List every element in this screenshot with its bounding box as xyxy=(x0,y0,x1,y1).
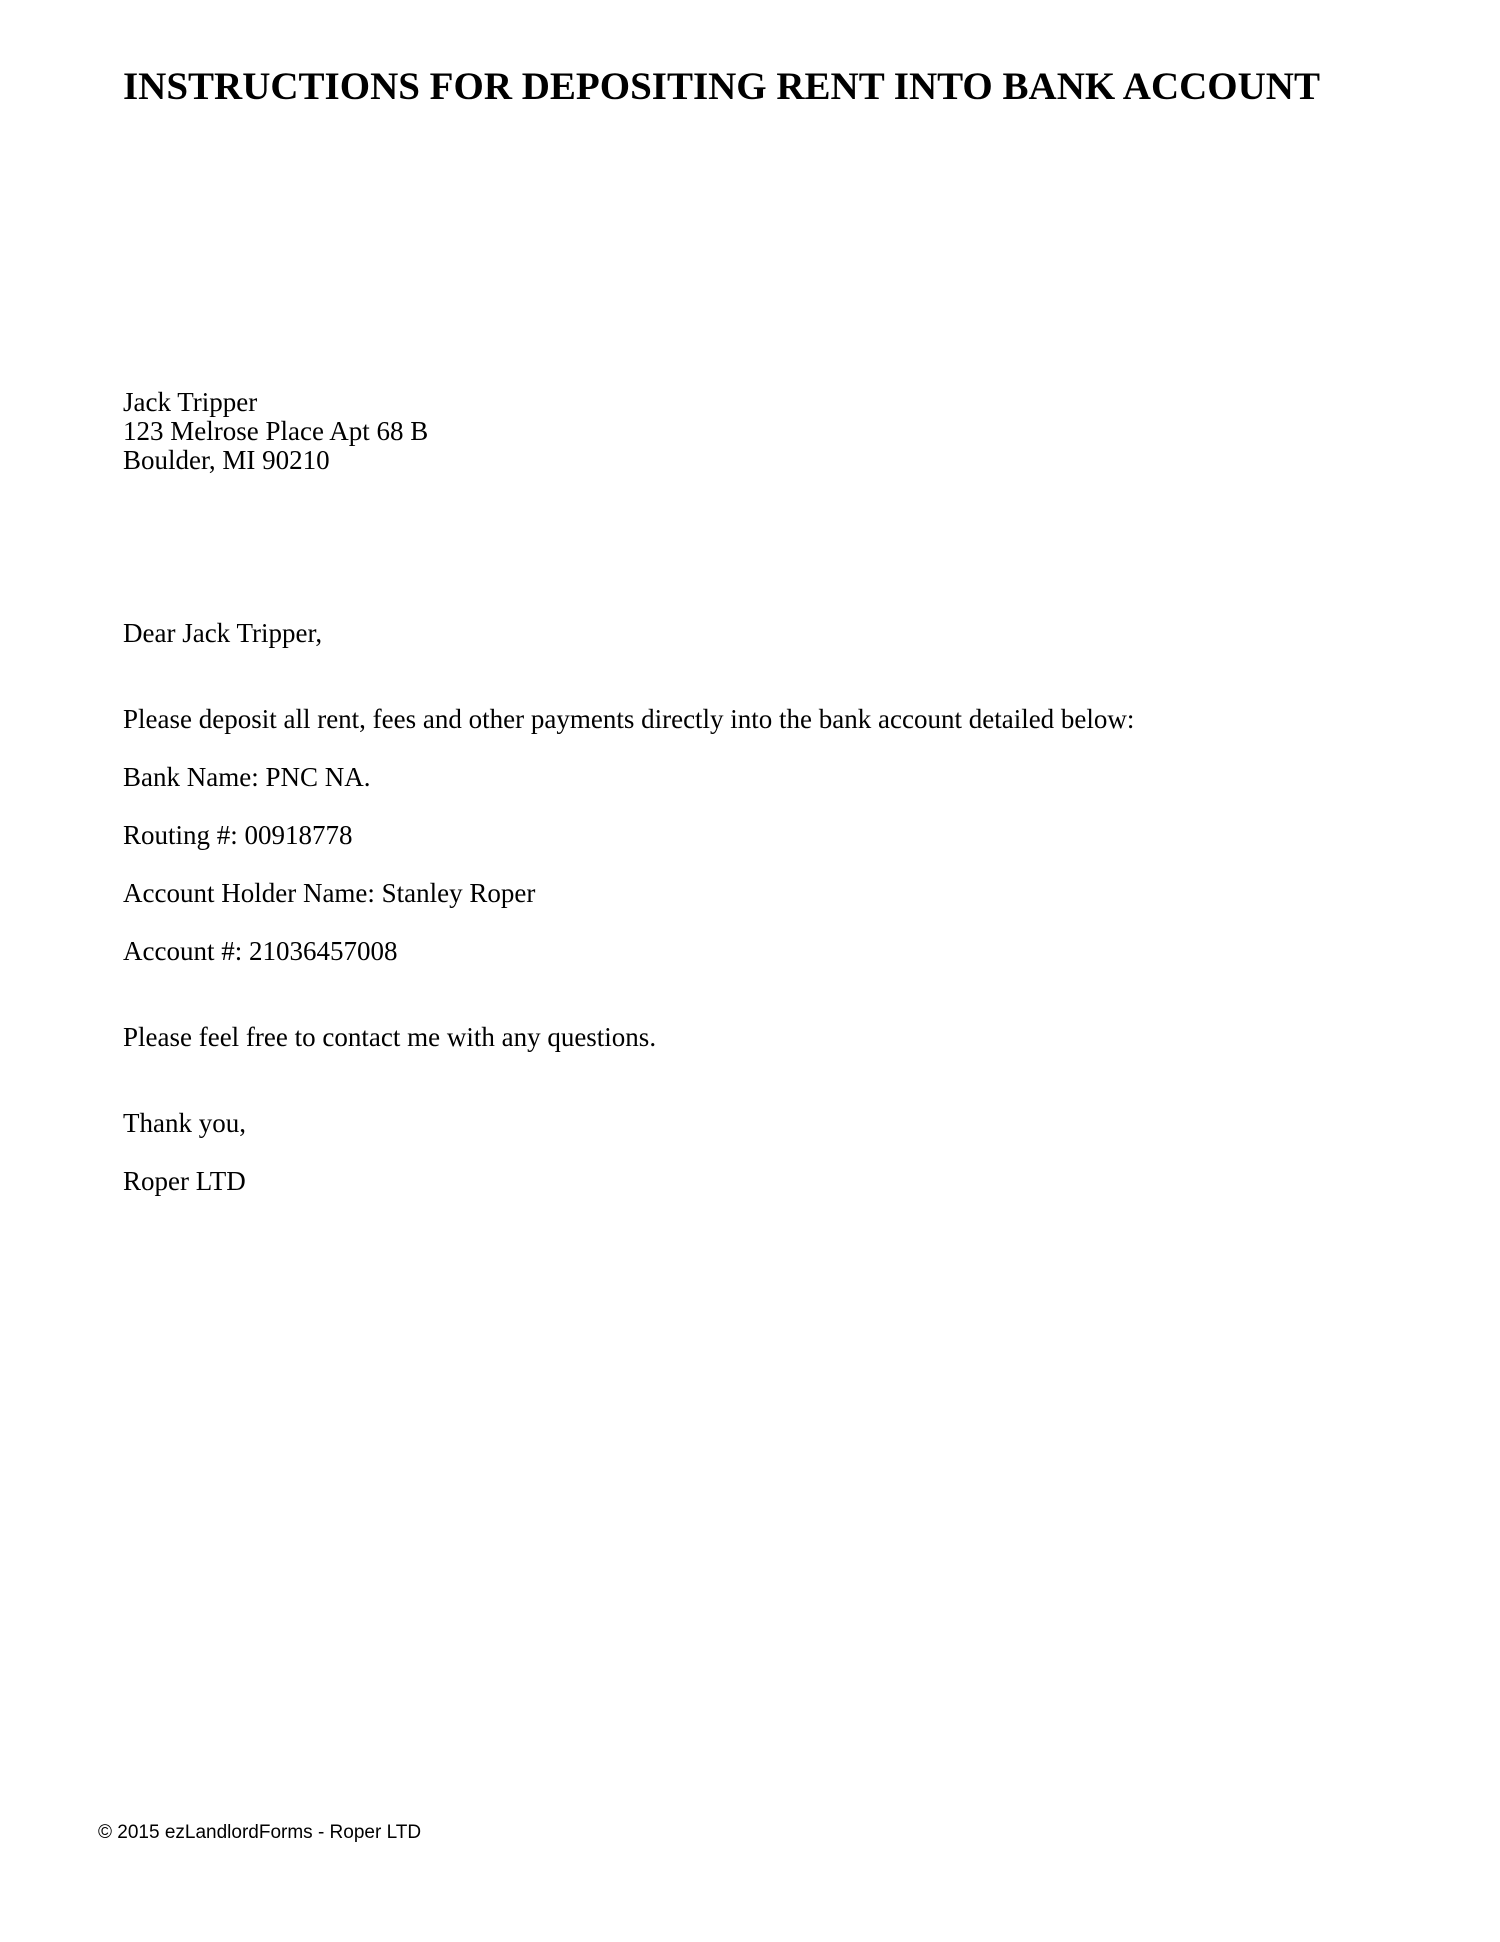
recipient-address-block xyxy=(123,388,428,475)
intro-paragraph: Please deposit all rent, fees and other payments directly into the bank account detailed below: xyxy=(123,704,1135,734)
closing: Thank you, xyxy=(123,1108,246,1138)
bank-name: Bank Name: PNC NA. xyxy=(123,762,371,792)
account-holder-name: Account Holder Name: Stanley Roper xyxy=(123,878,536,908)
salutation: Dear Jack Tripper, xyxy=(123,618,323,648)
routing-number: Routing #: 00918778 xyxy=(123,820,353,850)
recipient-address-line2: Boulder, MI 90210 xyxy=(123,445,330,475)
recipient-address-line1: 123 Melrose Place Apt 68 B xyxy=(123,416,429,446)
document-title: INSTRUCTIONS FOR DEPOSITING RENT INTO BANK ACCOUNT xyxy=(123,65,1320,108)
account-number: Account #: 21036457008 xyxy=(123,936,398,966)
signature: Roper LTD xyxy=(123,1166,246,1196)
recipient-name: Jack Tripper xyxy=(123,387,258,417)
contact-line: Please feel free to contact me with any questions. xyxy=(123,1022,657,1052)
copyright-footer: © 2015 ezLandlordForms - Roper LTD xyxy=(98,1822,422,1843)
